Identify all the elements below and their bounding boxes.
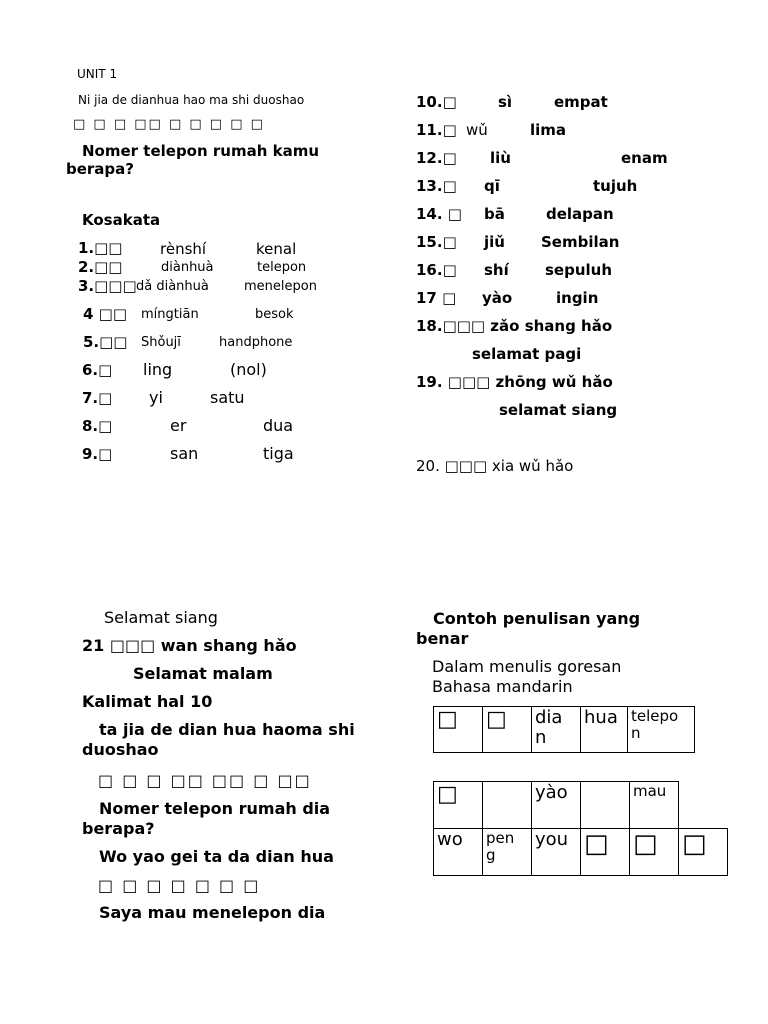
number-10-meaning: empat — [554, 93, 608, 111]
number-12-meaning: enam — [621, 149, 668, 167]
number-13-meaning: tujuh — [593, 177, 638, 195]
writing-table-1-cell-5: telepo n — [628, 707, 695, 753]
vocab-3-number: 3.□□□ — [78, 277, 137, 295]
vocab-8-meaning: dua — [263, 416, 294, 435]
writing-table-2-r2-cell-5: □ — [630, 829, 679, 876]
writing-table-2-r2-cell-2: pen g — [483, 829, 532, 876]
writing-table-2-r1-cell-6 — [679, 782, 728, 829]
number-12: 12.□ — [416, 149, 457, 167]
vocab-4-pinyin: míngtiān — [141, 307, 199, 322]
vocab-5-pinyin: Shǒujī — [141, 335, 181, 350]
number-15-meaning: Sembilan — [541, 233, 620, 251]
vocab-7-number: 7.□ — [82, 389, 113, 407]
writing-table-1 — [433, 706, 695, 753]
writing-table-2-r1-cell-5: mau — [630, 782, 679, 829]
kalimat-heading: Kalimat hal 10 — [82, 692, 213, 711]
writing-table-2-r2-cell-1: wo — [434, 829, 483, 876]
number-12-pinyin: liù — [490, 149, 511, 167]
vocab-5-number: 5.□□ — [83, 333, 128, 351]
greeting-19: 19. □□□ zhōng wǔ hǎo — [416, 373, 613, 391]
writing-example-desc-line1: Dalam menulis goresan — [432, 657, 622, 676]
number-15-pinyin: jiǔ — [484, 233, 505, 251]
vocab-8-number: 8.□ — [82, 417, 113, 435]
writing-table-2-r1-cell-2 — [483, 782, 532, 829]
writing-example-desc-line2: Bahasa mandarin — [432, 677, 573, 696]
number-10: 10.□ — [416, 93, 457, 111]
writing-table-1-cell-2: □ — [483, 707, 532, 753]
writing-table-2-r1-cell-1: □ — [434, 782, 483, 829]
greeting-19-meaning: selamat siang — [499, 401, 618, 419]
unit-label: UNIT 1 — [77, 67, 118, 81]
vocab-7-pinyin: yi — [149, 388, 163, 407]
number-13-pinyin: qī — [484, 177, 500, 195]
sentence-1-hanzi: □ □ □ □□ □□ □ □□ — [98, 771, 312, 790]
writing-table-2-r1-cell-4 — [581, 782, 630, 829]
vocab-4-number: 4 □□ — [83, 305, 128, 323]
number-14-pinyin: bā — [484, 205, 505, 223]
greeting-18-meaning: selamat pagi — [472, 345, 582, 363]
sentence-1-pinyin-line1: ta jia de dian hua haoma shi — [99, 720, 355, 739]
vocab-7-meaning: satu — [210, 388, 245, 407]
writing-table-2-r2-cell-6: □ — [679, 829, 728, 876]
number-16-pinyin: shí — [484, 261, 509, 279]
sentence-1-translation-line1: Nomer telepon rumah dia — [99, 799, 331, 818]
vocab-6-meaning: (nol) — [230, 360, 267, 379]
number-17: 17 □ — [416, 289, 457, 307]
vocab-2-number: 2.□□ — [78, 258, 123, 276]
vocab-9-number: 9.□ — [82, 445, 113, 463]
sentence-1-pinyin-line2: duoshao — [82, 740, 159, 759]
number-11-meaning: lima — [530, 121, 567, 139]
vocab-6-number: 6.□ — [82, 361, 113, 379]
vocab-8-pinyin: er — [170, 416, 187, 435]
greeting-21: 21 □□□ wan shang hǎo — [82, 636, 297, 655]
vocab-4-meaning: besok — [255, 307, 294, 322]
vocab-3-pinyin: dǎ diànhuà — [136, 279, 209, 294]
greeting-21-meaning: Selamat malam — [133, 664, 273, 683]
greeting-18: 18.□□□ zǎo shang hǎo — [416, 317, 613, 335]
writing-table-2-r2-cell-4: □ — [581, 829, 630, 876]
sentence-1-translation-line2: berapa? — [82, 819, 155, 838]
number-14: 14. □ — [416, 205, 462, 223]
title-translation-line2: berapa? — [66, 160, 134, 178]
number-11-pinyin: wǔ — [466, 121, 488, 139]
number-17-meaning: ingin — [556, 289, 599, 307]
number-11: 11.□ — [416, 121, 457, 139]
title-pinyin: Ni jia de dianhua hao ma shi duoshao — [78, 93, 305, 107]
vocab-9-pinyin: san — [170, 444, 199, 463]
writing-table-2 — [433, 781, 728, 876]
title-translation-line1: Nomer telepon rumah kamu — [82, 142, 320, 160]
selamat-siang-label: Selamat siang — [104, 608, 218, 627]
writing-table-1-cell-1: □ — [434, 707, 483, 753]
title-hanzi: □ □ □ □□ □ □ □ □ □ — [73, 117, 265, 132]
vocab-6-pinyin: ling — [143, 360, 173, 379]
number-13: 13.□ — [416, 177, 457, 195]
sentence-2-translation: Saya mau menelepon dia — [99, 903, 326, 922]
sentence-2-pinyin: Wo yao gei ta da dian hua — [99, 847, 334, 866]
number-14-meaning: delapan — [546, 205, 614, 223]
vocab-1-meaning: kenal — [256, 240, 297, 258]
vocab-1-pinyin: rènshí — [160, 240, 207, 258]
number-16: 16.□ — [416, 261, 457, 279]
writing-table-2-r1-cell-3: yào — [532, 782, 581, 829]
vocab-2-meaning: telepon — [257, 260, 307, 275]
greeting-20: 20. □□□ xia wǔ hǎo — [416, 457, 574, 475]
number-10-pinyin: sì — [498, 93, 513, 111]
writing-table-1-cell-3: dia n — [532, 707, 581, 753]
kosakata-heading: Kosakata — [82, 211, 161, 229]
vocab-1-number: 1.□□ — [78, 239, 123, 257]
vocab-9-meaning: tiga — [263, 444, 294, 463]
writing-table-1-cell-4: hua — [581, 707, 628, 753]
writing-example-title-line1: Contoh penulisan yang — [433, 609, 641, 628]
vocab-5-meaning: handphone — [219, 335, 293, 350]
number-15: 15.□ — [416, 233, 457, 251]
vocab-3-meaning: menelepon — [244, 279, 317, 294]
sentence-2-hanzi: □ □ □ □ □ □ □ — [98, 876, 261, 895]
writing-example-title-line2: benar — [416, 629, 469, 648]
vocab-2-pinyin: diànhuà — [161, 260, 214, 275]
number-16-meaning: sepuluh — [545, 261, 613, 279]
writing-table-2-r2-cell-3: you — [532, 829, 581, 876]
number-17-pinyin: yào — [482, 289, 513, 307]
